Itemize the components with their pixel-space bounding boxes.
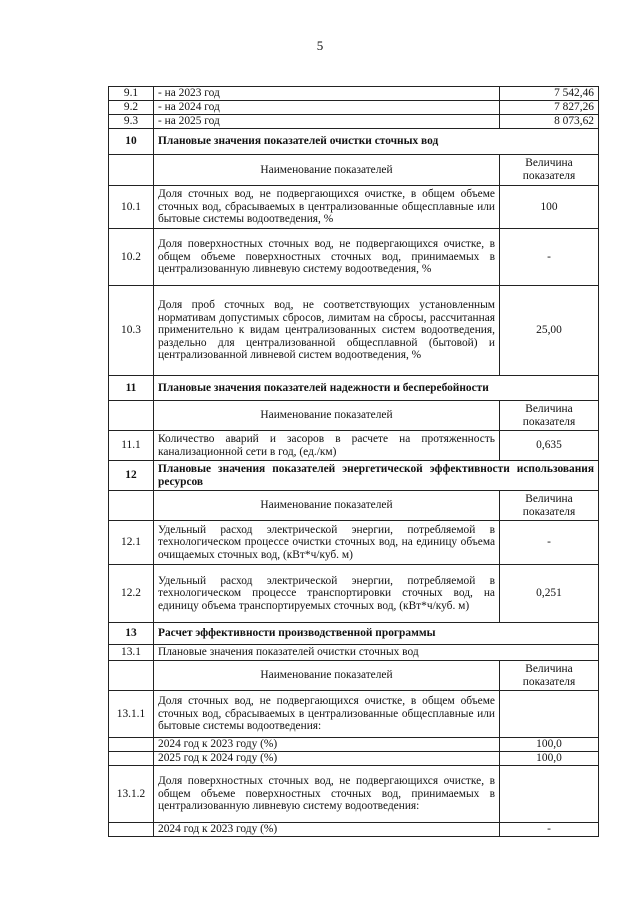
row-text: Плановые значения показателей очистки сточных вод [154,645,599,661]
row-number: 13.1.1 [109,691,154,738]
row-value: 7 542,46 [500,87,599,101]
row-value: - [500,521,599,565]
row-text: Удельный расход электрической энергии, потребляемой в технологическом процессе транспортировки сточных вод, на единицу объема транспортируемых сточных вод, (кВт*ч/куб. м) [154,565,500,623]
table-row [109,115,599,129]
table-row [109,186,599,229]
row-text: 2025 год к 2024 году (%) [154,752,500,766]
table-row [109,286,599,376]
header-row [109,155,599,186]
empty-cell [109,155,154,186]
table-row [109,645,599,661]
section-row [109,376,599,401]
row-text: Доля сточных вод, не подвергающихся очистке, в общем объеме сточных вод, сбрасываемых в централизованные общесплавные или бытовые системы водоотведения, % [154,186,500,229]
section-title: Плановые значения показателей очистки сточных вод [154,129,599,155]
section-number: 12 [109,461,154,491]
empty-cell [109,752,154,766]
row-text: Доля поверхностных сточных вод, не подвергающихся очистке, в общем объеме поверхностных сточных вод, принимаемых в централизованную ливневую систему водоотведения: [154,766,500,823]
table-row [109,738,599,752]
row-text: Доля поверхностных сточных вод, не подвергающихся очистке, в общем объеме поверхностных сточных вод, принимаемых в централизованную ливневую систему водоотведения, % [154,229,500,286]
row-value: 100,0 [500,738,599,752]
row-number: 10.1 [109,186,154,229]
row-number: 9.1 [109,87,154,101]
table-row [109,229,599,286]
table-row [109,521,599,565]
row-value: 7 827,26 [500,101,599,115]
row-text: 2024 год к 2023 году (%) [154,738,500,752]
column-header-name: Наименование показателей [154,155,500,186]
row-text: - на 2023 год [154,87,500,101]
column-header-value: Величина показателя [500,491,599,521]
section-title: Расчет эффективности производственной программы [154,623,599,645]
row-text: - на 2024 год [154,101,500,115]
row-number: 13.1.2 [109,766,154,823]
row-text: Количество аварий и засоров в расчете на протяженность канализационной сети в год, (ед./км) [154,431,500,461]
empty-cell [500,766,599,823]
indicators-table [108,86,599,837]
header-row [109,661,599,691]
table-row [109,752,599,766]
table-row [109,691,599,738]
column-header-value: Величина показателя [500,155,599,186]
row-number: 12.1 [109,521,154,565]
column-header-value: Величина показателя [500,661,599,691]
section-row [109,623,599,645]
table-row [109,431,599,461]
row-number: 12.2 [109,565,154,623]
empty-cell [109,738,154,752]
row-text: - на 2025 год [154,115,500,129]
row-number: 13.1 [109,645,154,661]
row-text: Доля сточных вод, не подвергающихся очистке, в общем объеме сточных вод, сбрасываемых в централизованные общесплавные или бытовые системы водоотведения: [154,691,500,738]
empty-cell [109,823,154,837]
section-title: Плановые значения показателей надежности и бесперебойности [154,376,599,401]
section-row [109,461,599,491]
section-row [109,129,599,155]
row-value: 100,0 [500,752,599,766]
table-row [109,823,599,837]
page-number: 5 [316,38,324,53]
empty-cell [109,661,154,691]
row-value: 8 073,62 [500,115,599,129]
column-header-name: Наименование показателей [154,401,500,431]
row-value: - [500,823,599,837]
row-value: 100 [500,186,599,229]
header-row [109,401,599,431]
column-header-value: Величина показателя [500,401,599,431]
row-number: 11.1 [109,431,154,461]
column-header-name: Наименование показателей [154,661,500,691]
row-text: 2024 год к 2023 году (%) [154,823,500,837]
row-value: 0,251 [500,565,599,623]
row-value: - [500,229,599,286]
row-number: 9.3 [109,115,154,129]
table-row [109,101,599,115]
empty-cell [109,401,154,431]
empty-cell [109,491,154,521]
column-header-name: Наименование показателей [154,491,500,521]
empty-cell [500,691,599,738]
row-value: 25,00 [500,286,599,376]
row-value: 0,635 [500,431,599,461]
section-number: 11 [109,376,154,401]
table-row [109,565,599,623]
section-number: 13 [109,623,154,645]
row-text: Доля проб сточных вод, не соответствующих установленным нормативам допустимых сбросов, лимитам на сбросы, рассчитанная применительно к видам централизованных систем водоотведения, раздельно для централизованной общесплавной (бытовой) и централизованной ливневой систем водоотведения, % [154,286,500,376]
section-number: 10 [109,129,154,155]
section-title: Плановые значения показателей энергетической эффективности использования ресурсов [154,461,599,491]
row-number: 9.2 [109,101,154,115]
row-number: 10.3 [109,286,154,376]
header-row [109,491,599,521]
table-row [109,87,599,101]
row-number: 10.2 [109,229,154,286]
row-text: Удельный расход электрической энергии, потребляемой в технологическом процессе очистки сточных вод, на единицу объема очищаемых сточных вод, (кВт*ч/куб. м) [154,521,500,565]
table-row [109,766,599,823]
